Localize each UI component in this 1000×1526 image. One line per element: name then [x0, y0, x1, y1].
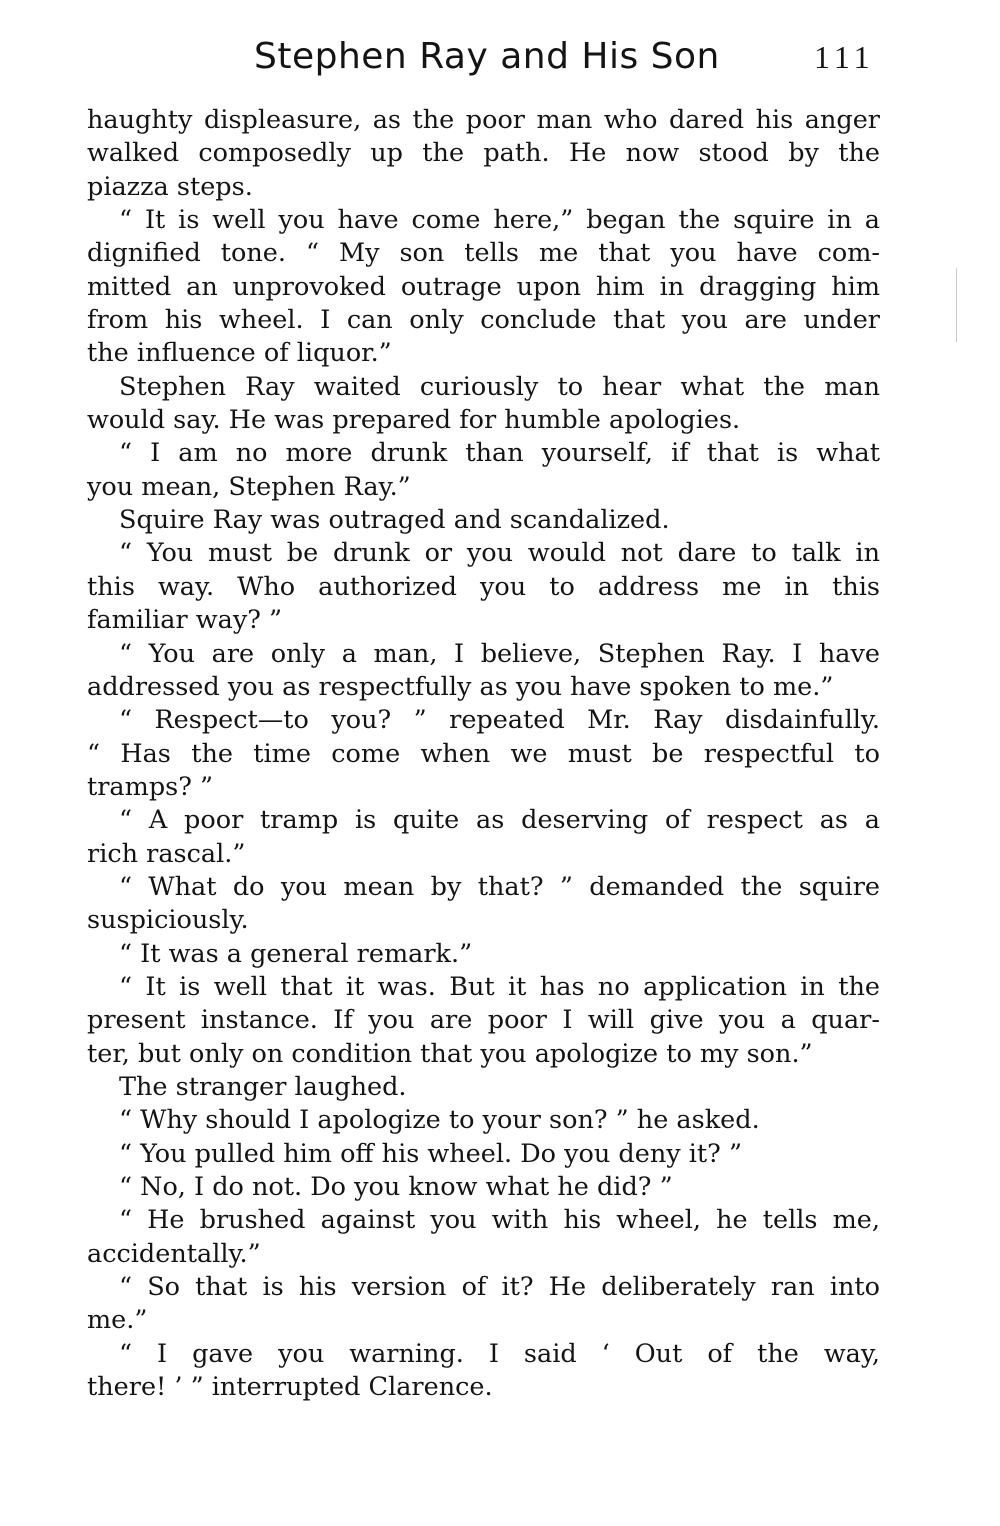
text-line: “ You pulled him off his wheel. Do you deny it? ” — [119, 1138, 742, 1169]
text-line: familiar way? ” — [87, 605, 283, 636]
text-line: “ He brushed against you with his wheel, he tells me, — [119, 1205, 880, 1236]
text-line: Stephen Ray waited curiously to hear what the man — [119, 371, 880, 402]
page-number: 111 — [814, 39, 875, 75]
text-line: “ What do you mean by that? ” demanded the squire — [119, 871, 880, 902]
text-line: dignified tone. “ My son tells me that you have com- — [87, 238, 880, 269]
text-line: piazza steps. — [87, 171, 253, 202]
running-head — [0, 36, 1000, 86]
text-line: “ You are only a man, I believe, Stephen Ray. I have — [119, 638, 880, 669]
text-line: would say. He was prepared for humble apologies. — [87, 405, 741, 436]
text-line: addressed you as respectfully as you have spoken to me.” — [87, 671, 834, 702]
text-line: this way. Who authorized you to address me in this — [87, 571, 880, 602]
text-line: from his wheel. I can only conclude that you are under — [87, 305, 880, 336]
text-line: “ It is well you have come here,” began the squire in a — [119, 205, 880, 236]
text-line: walked composedly up the path. He now stood by the — [87, 138, 880, 169]
text-line: haughty displeasure, as the poor man who dared his anger — [87, 105, 880, 135]
text-line: “ It was a general remark.” — [119, 938, 473, 969]
running-title: Stephen Ray and His Son — [254, 36, 720, 77]
text-line: “ No, I do not. Do you know what he did? ” — [119, 1172, 673, 1202]
text-line: tramps? ” — [87, 771, 214, 802]
text-line: “ I gave you warning. I said ‘ Out of the way, — [119, 1338, 880, 1369]
text-line: me.” — [87, 1305, 148, 1336]
text-line: mitted an unprovoked outrage upon him in dragging him — [87, 271, 880, 302]
text-line: you mean, Stephen Ray.” — [87, 471, 411, 502]
text-line: ter, but only on condition that you apologize to my son.” — [87, 1038, 813, 1069]
text-line: “ So that is his version of it? He deliberately ran into — [119, 1272, 880, 1303]
margin-mark — [956, 268, 957, 342]
text-line: there! ’ ” interrupted Clarence. — [87, 1372, 493, 1403]
text-line: “ It is well that it was. But it has no application in the — [119, 971, 880, 1002]
text-line: “ Respect—to you? ” repeated Mr. Ray disdainfully. — [119, 705, 880, 736]
text-line: “ Has the time come when we must be respectful to — [87, 738, 880, 769]
text-line: “ You must be drunk or you would not dare to talk in — [119, 538, 880, 569]
text-line: accidentally.” — [87, 1238, 261, 1269]
text-line: “ Why should I apologize to your son? ” he asked. — [119, 1105, 760, 1136]
body-text — [87, 104, 880, 1404]
text-line: The stranger laughed. — [119, 1071, 407, 1102]
text-line: “ A poor tramp is quite as deserving of respect as a — [119, 805, 880, 836]
text-line: the influence of liquor.” — [87, 338, 392, 369]
text-line: present instance. If you are poor I will give you a quar- — [87, 1005, 880, 1036]
text-line: suspiciously. — [87, 905, 249, 936]
text-line: Squire Ray was outraged and scandalized. — [119, 505, 670, 536]
text-line: “ I am no more drunk than yourself, if that is what — [119, 438, 880, 469]
text-line: rich rascal.” — [87, 838, 246, 869]
